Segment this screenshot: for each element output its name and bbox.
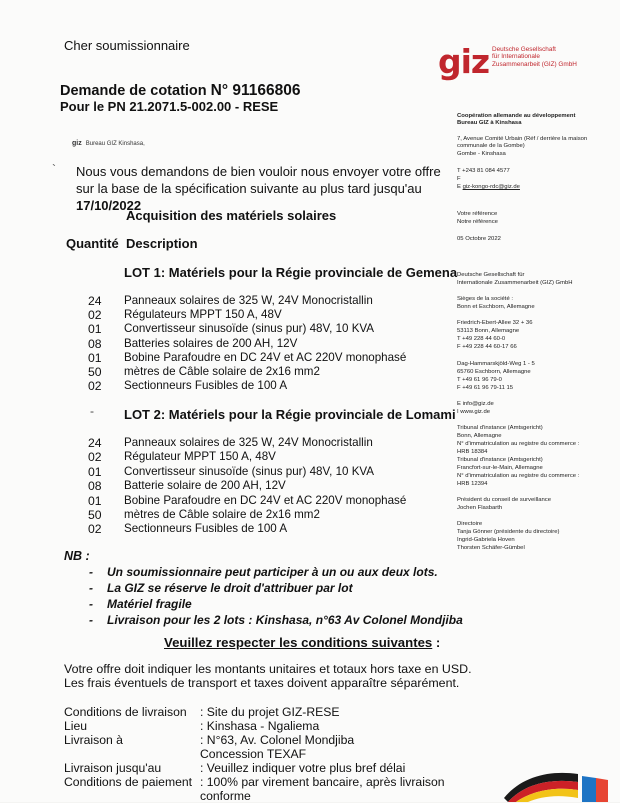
email-prefix: E [457, 184, 463, 190]
eschborn-address: 65760 Eschborn, Allemagne [457, 369, 531, 375]
lot-2-desc: Bobine Parafoudre en DC 24V et AC 220V monophasé [124, 494, 407, 507]
address-line: communale de la Gombe) [457, 143, 525, 149]
your-reference: Votre référence [457, 211, 498, 217]
phone: T +243 81 084 4577 [457, 168, 510, 174]
lot-2-qty: 08 [88, 479, 102, 493]
supervisory-board: Président du conseil de surveillance [457, 497, 551, 503]
board-line: Ingrid-Gabriela Hoven [457, 537, 515, 543]
bonn-address: Friedrich-Ebert-Allee 32 + 36 [457, 320, 533, 326]
address-line: 7, Avenue Comité Urbain (Réf / derrière la maison [457, 136, 588, 142]
lot-2-desc: Régulateur MPPT 150 A, 48V [124, 450, 276, 463]
lot-1-desc: mètres de Câble solaire de 2x16 mm2 [124, 365, 320, 378]
flag-stripe-blue [582, 776, 596, 802]
lot-1-qty: 02 [88, 379, 102, 393]
quantity-header: Quantité [66, 236, 119, 251]
lot-2-desc: Convertisseur sinusoïde (sinus pur) 48V, 10 KVA [124, 465, 375, 478]
company-name: Internationale Zusammenarbeit (GIZ) GmbH [457, 280, 573, 286]
nb-bullet-text: Un soumissionnaire peut participer à un ou aux deux lots. [107, 565, 438, 579]
condition-value: : Site du projet GIZ-RESE [200, 705, 340, 719]
email-line [457, 184, 520, 191]
fax: F [457, 176, 461, 182]
intro-text: Nous vous demandons de bien vouloir nous envoyer votre offre sur la base de la spécification suivante au plus tard jusqu'au [76, 164, 441, 196]
board-line: Thorsten Schäfer-Gümbel [457, 545, 525, 551]
lot-2-desc: mètres de Câble solaire de 2x16 mm2 [124, 508, 320, 521]
lot-1-qty: 24 [88, 294, 102, 308]
coop-office: Bureau GIZ à Kinshasa [457, 120, 522, 126]
lot-2-qty: 01 [88, 465, 102, 479]
condition-label: Livraison jusqu'au [64, 761, 162, 775]
lot-2-desc: Batterie solaire de 200 AH, 12V [124, 479, 286, 492]
condition-value: Concession TEXAF [200, 747, 307, 761]
giz-small-logo: giz [72, 140, 82, 147]
board-line: Tanja Gönner (présidente du directoire) [457, 529, 560, 535]
intro-paragraph [76, 163, 456, 214]
tribunal-line: Bonn, Allemagne [457, 433, 502, 439]
lot-1-desc: Régulateurs MPPT 150 A, 48V [124, 308, 282, 321]
lot-1-qty: 01 [88, 351, 102, 365]
condition-label: Conditions de livraison [64, 705, 187, 719]
lot-2-qty: 24 [88, 436, 102, 450]
lot-1-desc: Bobine Parafoudre en DC 24V et AC 220V monophasé [124, 351, 407, 364]
lot-1-qty: 50 [88, 365, 102, 379]
conditions-paragraph: Les frais éventuels de transport et taxes doivent apparaître séparément. [64, 676, 460, 690]
logo-text-line: Zusammenarbeit (GIZ) GmbH [492, 60, 577, 68]
nb-bullet-text: Matériel fragile [107, 597, 192, 611]
lot-1-desc: Convertisseur sinusoïde (sinus pur) 48V, 10 KVA [124, 322, 375, 335]
registered-office: Sièges de la société : [457, 296, 513, 302]
contact-line: E info@giz.de [457, 401, 494, 407]
margin-mark: - [90, 404, 94, 418]
company-name: Deutsche Gesellschaft für [457, 272, 525, 278]
quote-request-prefix: Demande de cotation [60, 83, 211, 99]
eschborn-address: Dag-Hammarskjöld-Weg 1 - 5 [457, 361, 535, 367]
condition-label: Livraison à [64, 733, 123, 747]
margin-mark: ` [52, 162, 56, 176]
nb-bullet: - Livraison pour les 2 lots : Kinshasa, n°63 Av Colonel Mondjiba [89, 613, 463, 627]
lot-1-desc: Batteries solaires de 200 AH, 12V [124, 337, 298, 350]
nb-label: NB : [64, 549, 90, 563]
lot-1-qty: 02 [88, 308, 102, 322]
supervisory-board: Jochen Flasbarth [457, 505, 503, 511]
lot-1-desc: Sectionneurs Fusibles de 100 A [124, 379, 288, 392]
greeting: Cher soumissionnaire [64, 38, 190, 53]
tribunal-line: Tribunal d'instance (Amtsgericht) [457, 425, 543, 431]
lot-2-qty: 50 [88, 508, 102, 522]
tribunal-line: N° d'immatriculation au registre du commerce : [457, 441, 580, 447]
condition-label: Lieu [64, 719, 88, 733]
tribunal-line: Tribunal d'instance (Amtsgericht) [457, 457, 543, 463]
nb-bullet: - Un soumissionnaire peut participer à un ou aux deux lots. [89, 565, 438, 579]
logo-text-line: Deutsche Gesellschaft [492, 46, 556, 53]
condition-value: : Kinshasa - Ngaliema [200, 719, 320, 733]
lot-2-desc: Sectionneurs Fusibles de 100 A [124, 522, 288, 535]
conditions-title-text: Veuillez respecter les conditions suivantes [164, 635, 433, 650]
lot-2-desc: Panneaux solaires de 325 W, 24V Monocristallin [124, 436, 373, 449]
condition-value: : N°63, Av. Colonel Mondjiba [200, 733, 355, 747]
lot-2-qty: 01 [88, 494, 102, 508]
registered-office: Bonn et Eschborn, Allemagne [457, 304, 535, 310]
condition-label: Conditions de paiement [64, 775, 193, 789]
email-link[interactable]: giz-kongo-rdc@giz.de [462, 184, 520, 190]
lot-2-qty: 02 [88, 450, 102, 464]
conditions-title [164, 635, 440, 650]
tribunal-line: Francfort-sur-le-Main, Allemagne [457, 465, 543, 471]
deadline-date: 17/10/2022 [76, 198, 142, 213]
giz-logo-text [492, 46, 577, 68]
eschborn-address: F +49 61 96 79-11 15 [457, 385, 514, 391]
lot-2-qty: 02 [88, 522, 102, 536]
condition-value: : Veuillez indiquer votre plus bref délai [200, 761, 406, 775]
tribunal-line: N° d'immatriculation au registre du commerce : [457, 473, 580, 479]
eschborn-address: T +49 61 96 79-0 [457, 377, 502, 383]
bureau-line [72, 140, 145, 147]
lot-1-qty: 08 [88, 337, 102, 351]
project-number: Pour le PN 21.2071.5-002.00 - RESE [60, 99, 279, 114]
lot-1-qty: 01 [88, 322, 102, 336]
condition-value: conforme [200, 789, 251, 803]
german-flag-graphic [500, 764, 610, 802]
conditions-paragraph: Votre offre doit indiquer les montants unitaires et totaux hors taxe en USD. [64, 662, 472, 676]
quote-request-title [60, 82, 300, 100]
document-date: 05 Octobre 2022 [457, 236, 501, 242]
nb-bullet: - Matériel fragile [89, 597, 192, 611]
logo-text-line: für Internationale [492, 53, 540, 61]
nb-bullet-text: La GIZ se réserve le droit d'attribuer par lot [107, 581, 353, 595]
bonn-address: F +49 228 44 60-17 66 [457, 344, 517, 350]
tribunal-line: HRB 12394 [457, 481, 488, 487]
bonn-address: 53113 Bonn, Allemagne [457, 328, 520, 334]
bureau-text: Bureau GIZ Kinshasa, [85, 141, 145, 147]
description-header: Description [126, 236, 198, 251]
nb-bullet: - La GIZ se réserve le droit d'attribuer par lot [89, 581, 353, 595]
contact-line: I www.giz.de [457, 409, 491, 415]
condition-value: : 100% par virement bancaire, après livraison [200, 775, 445, 789]
tribunal-line: HRB 18384 [457, 449, 488, 455]
flag-stripe-red-2 [596, 778, 608, 802]
coop-title: Coopération allemande au développement [457, 113, 576, 119]
board-line: Directoire [457, 521, 483, 527]
nb-bullet-text: Livraison pour les 2 lots : Kinshasa, n°63 Av Colonel Mondjiba [107, 613, 463, 627]
bonn-address: T +49 228 44 60-0 [457, 336, 506, 342]
acquisition-title: Acquisition des matériels solaires [126, 208, 337, 223]
lot-2-title: LOT 2: Matériels pour la Régie provinciale de Lomami [124, 407, 456, 422]
lot-1-title: LOT 1: Matériels pour la Régie provinciale de Gemena [124, 265, 458, 280]
address-line: Gombe - Kinshasa [457, 151, 506, 157]
quote-request-number: N° 91166806 [210, 82, 301, 99]
giz-logo: giz [438, 42, 490, 81]
conditions-title-suffix: : [432, 635, 441, 650]
lot-1-desc: Panneaux solaires de 325 W, 24V Monocristallin [124, 294, 373, 307]
our-reference: Notre référence [457, 219, 498, 225]
